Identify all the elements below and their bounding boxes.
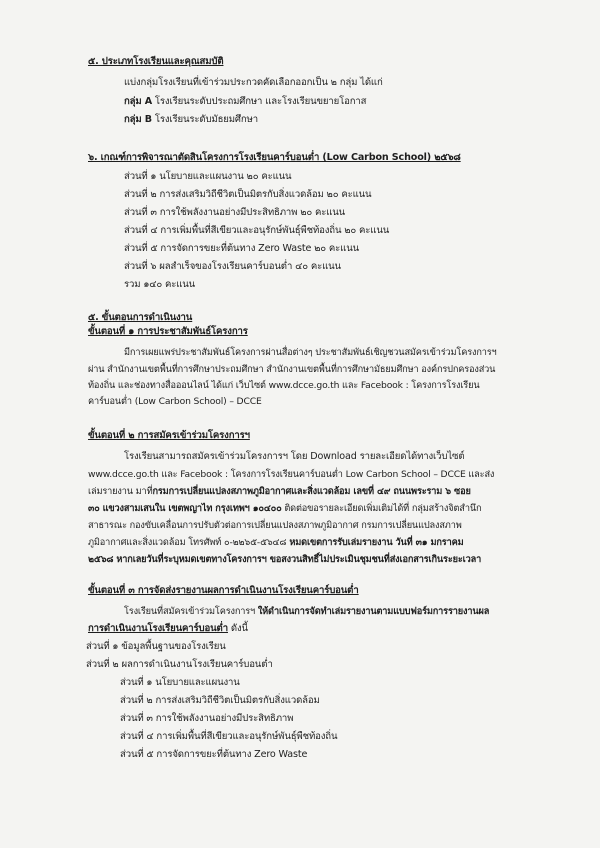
step-2-line: สาธารณะ กองขับเคลื่อนการปรับตัวต่อการเปลี่ยนแปลงสภาพภูมิอากาศ กรมการเปลี่ยนแปลงสภาพ	[88, 520, 462, 531]
section-5-intro: แบ่งกลุ่มโรงเรียนที่เข้าร่วมประกวดคัดเลือกออกเป็น ๒ กลุ่ม ได้แก่	[124, 77, 383, 88]
step-3-line	[124, 606, 489, 618]
group-b-label: กลุ่ม B	[124, 114, 152, 125]
step-1-line: ท้องถิ่น และช่องทางสื่อออนไลน์ ได้แก่ เว็บไซต์ www.dcce.go.th และ Facebook : โครงการโรงเรียน	[88, 380, 480, 391]
step-2-text: เล่มรายงาน มาที่	[88, 486, 153, 497]
step-3-text: โรงเรียนที่สมัครเข้าร่วมโครงการฯ	[124, 606, 258, 617]
section-5-heading: ๕. ประเภทโรงเรียนและคุณสมบัติ	[88, 56, 224, 67]
step-3-emphasis: ให้ดำเนินการจัดทำเล่มรายงานตามแบบฟอร์มการรายงานผล	[257, 606, 490, 617]
step-2-line: โรงเรียนสามารถสมัครเข้าร่วมโครงการฯ โดย Download รายละเอียดได้ทางเว็บไซต์	[124, 451, 465, 462]
report-subitem: ส่วนที่ ๒ การส่งเสริมวิถีชีวิตเป็นมิตรกับสิ่งแวดล้อม	[120, 695, 320, 706]
criteria-item: ส่วนที่ ๓ การใช้พลังงานอย่างมีประสิทธิภาพ ๒๐ คะแนน	[124, 207, 346, 218]
criteria-item: ส่วนที่ ๒ การส่งเสริมวิถีชีวิตเป็นมิตรกับสิ่งแวดล้อม ๒๐ คะแนน	[124, 189, 372, 200]
step-1-line: มีการเผยแพร่ประชาสัมพันธ์โครงการผ่านสื่อต่างๆ ประชาสัมพันธ์เชิญชวนสมัครเข้าร่วมโครงการฯ	[124, 347, 497, 358]
step-3-text: ดังนี้	[227, 623, 248, 634]
section-6-heading: ๖. เกณฑ์การพิจารณาตัดสินโครงการโรงเรียนคาร์บอนต่ำ (Low Carbon School) ๒๕๖๘	[88, 152, 461, 163]
step-2-phone: ภูมิอากาศและสิ่งแวดล้อม โทรศัพท์ ๐-๒๒๖๕-๕๖๔๘	[88, 537, 287, 548]
step-1-line: คาร์บอนต่ำ (Low Carbon School) – DCCE	[88, 396, 262, 407]
step-3-emphasis: การดำเนินงานโรงเรียนคาร์บอนต่ำ	[88, 623, 228, 634]
group-a-text: โรงเรียนระดับประถมศึกษา และโรงเรียนขยายโอกาส	[152, 96, 367, 107]
report-subitem: ส่วนที่ ๔ การเพิ่มพื้นที่สีเขียวและอนุรักษ์พันธุ์พืชท้องถิ่น	[120, 731, 338, 742]
step-1-heading: ขั้นตอนที่ ๑ การประชาสัมพันธ์โครงการ	[88, 326, 248, 337]
criteria-total: รวม ๑๔๐ คะแนน	[124, 279, 196, 290]
criteria-item: ส่วนที่ ๔ การเพิ่มพื้นที่สีเขียวและอนุรักษ์พันธุ์พืชท้องถิ่น ๒๐ คะแนน	[124, 225, 390, 236]
step-2-address: ๓๐ แขวงสามเสนใน เขตพญาไท กรุงเทพฯ ๑๐๔๐๐	[88, 503, 282, 514]
group-b-text: โรงเรียนระดับมัธยมศึกษา	[151, 114, 258, 125]
step-2-deadline-note: ๒๕๖๘ หากเลยวันที่ระบุหมดเขตทางโครงการฯ ขอสงวนสิทธิ์ไม่ประเมินชุมชนที่ส่งเอกสารเกินระยะเวลา	[88, 554, 482, 565]
group-a-line	[124, 96, 366, 108]
step-1-line: ผ่าน สำนักงานเขตพื้นที่การศึกษาประถมศึกษา สำนักงานเขตพื้นที่การศึกษามัธยมศึกษา องค์กรปกครองส่วน	[88, 364, 496, 375]
step-3-line	[88, 623, 248, 635]
group-b-line	[124, 114, 258, 126]
step-2-line	[88, 486, 471, 498]
report-part-2: ส่วนที่ ๒ ผลการดำเนินงานโรงเรียนคาร์บอนต่ำ	[86, 659, 273, 670]
step-2-line	[88, 537, 464, 549]
step-2-address: กรมการเปลี่ยนแปลงสภาพภูมิอากาศและสิ่งแวดล้อม เลขที่ ๔๙ ถนนพระราม ๖ ซอย	[152, 486, 471, 497]
group-a-label: กลุ่ม A	[124, 96, 153, 107]
report-subitem: ส่วนที่ ๓ การใช้พลังงานอย่างมีประสิทธิภาพ	[120, 713, 294, 724]
step-2-deadline: หมดเขตการรับเล่มรายงาน วันที่ ๓๑ มกราคม	[286, 537, 464, 548]
criteria-item: ส่วนที่ ๑ นโยบายและแผนงาน ๒๐ คะแนน	[124, 171, 292, 182]
step-2-line	[88, 503, 481, 515]
criteria-item: ส่วนที่ ๖ ผลสำเร็จของโรงเรียนคาร์บอนต่ำ ๔๐ คะแนน	[124, 261, 341, 272]
step-2-heading: ขั้นตอนที่ ๒ การสมัครเข้าร่วมโครงการฯ	[88, 430, 250, 441]
criteria-item: ส่วนที่ ๕ การจัดการขยะที่ต้นทาง Zero Waste ๒๐ คะแนน	[124, 243, 360, 254]
step-2-line: www.dcce.go.th และ Facebook : โครงการโรงเรียนคาร์บอนต่ำ Low Carbon School – DCCE และส่ง	[88, 469, 495, 480]
report-subitem: ส่วนที่ ๕ การจัดการขยะที่ต้นทาง Zero Waste	[120, 749, 308, 760]
report-part-1: ส่วนที่ ๑ ข้อมูลพื้นฐานของโรงเรียน	[86, 641, 226, 652]
section-7-heading: ๕. ขั้นตอนการดำเนินงาน	[88, 312, 193, 323]
step-2-text: ติดต่อขอรายละเอียดเพิ่มเติมได้ที่ กลุ่มสร้างจิตสำนึก	[281, 503, 482, 514]
step-3-heading: ขั้นตอนที่ ๓ การจัดส่งรายงานผลการดำเนินงานโรงเรียนคาร์บอนต่ำ	[88, 585, 359, 596]
report-subitem: ส่วนที่ ๑ นโยบายและแผนงาน	[120, 677, 240, 688]
